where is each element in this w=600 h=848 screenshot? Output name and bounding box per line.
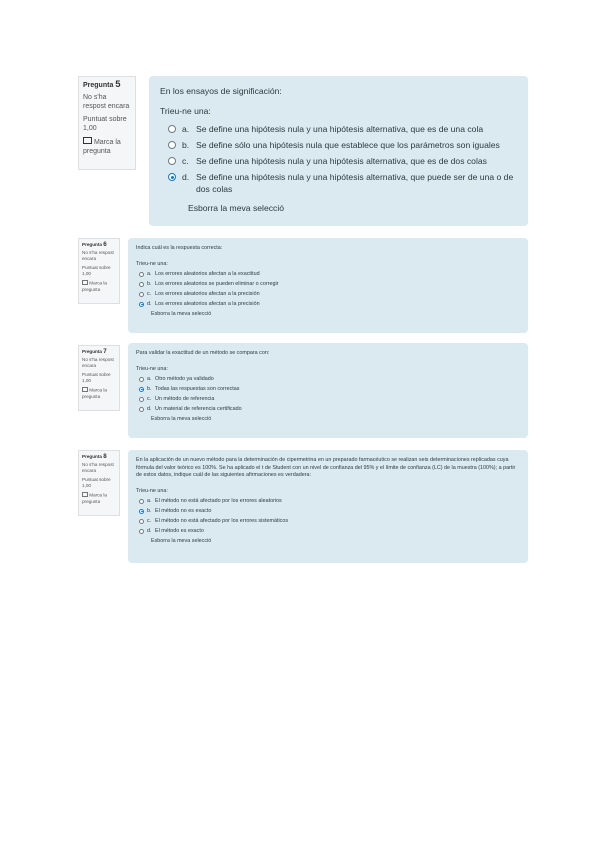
question-number: Pregunta 5	[83, 79, 121, 90]
answer-option-a[interactable]: a. El método no está afectado por los errores aleatorios	[136, 498, 520, 505]
answer-option-b[interactable]: b. Se define sólo una hipótesis nula que establece que los parámetros son iguales	[160, 139, 517, 151]
question-points: Puntuat sobre 1,00	[83, 115, 127, 132]
choose-one-prompt: Trieu-ne una:	[136, 260, 168, 267]
flag-question-link[interactable]: Marca la pregunta	[83, 137, 131, 157]
answer-option-c[interactable]: c. Se define una hipótesis nula y una hipótesis alternativa, que es de dos colas	[160, 155, 517, 167]
answer-option-c[interactable]: c. Los errores aleatorios afectan a la precisión	[136, 291, 520, 298]
flag-icon	[82, 280, 88, 287]
question-text: En la aplicación de un nuevo método para la determinación de cipermetrina en un preparado farmacéutico se realizan seis determinaciones replicadas cuya fórmula del valor teórico es 100%. Se ha aplicado el t de Student con un nivel de confianza del 95% y el límite de confianza (LC) de la muestra (100%); a partir de estos datos, indique cuál de las siguientes afirmaciones es verdadera:	[136, 457, 516, 478]
radio-button[interactable]	[168, 141, 176, 149]
clear-selection-link[interactable]: Esborra la meva selecció	[188, 203, 285, 213]
answer-option-a[interactable]: a. Los errores aleatorios afectan a la exactitud	[136, 271, 520, 278]
answer-option-c[interactable]: c. Un método de referencia	[136, 396, 520, 403]
radio-button[interactable]	[139, 407, 144, 412]
answer-option-d[interactable]: d. Los errores aleatorios afectan a la precisión	[136, 301, 520, 308]
question-status: No s'ha respost encara	[82, 250, 114, 261]
radio-button-selected[interactable]	[168, 173, 176, 181]
answer-option-d[interactable]: d. Un material de referencia certificado	[136, 406, 520, 413]
flag-icon	[83, 137, 92, 148]
radio-button[interactable]	[168, 157, 176, 165]
question-content-6	[128, 238, 528, 333]
flag-icon	[82, 492, 88, 499]
question-points: Puntuat sobre 1,00	[82, 372, 111, 383]
radio-button-selected[interactable]	[139, 509, 144, 514]
flag-question-link[interactable]: Marca la pregunta	[82, 492, 107, 504]
question-number: Pregunta 7	[82, 348, 107, 355]
choose-one-prompt: Trieu-ne una:	[136, 487, 168, 494]
question-number: Pregunta 8	[82, 453, 107, 460]
question-text: En los ensayos de significación:	[160, 86, 282, 96]
radio-button[interactable]	[168, 125, 176, 133]
answer-option-b[interactable]: b. El método no es exacto	[136, 508, 520, 515]
clear-selection-link[interactable]: Esborra la meva selecció	[151, 415, 212, 422]
radio-button-selected[interactable]	[139, 387, 144, 392]
answer-option-a[interactable]: a. Otro método ya validado	[136, 376, 520, 383]
question-info-6	[78, 238, 120, 304]
answer-option-d[interactable]: d. Se define una hipótesis nula y una hipótesis alternativa, que puede ser de una o de dos colas	[160, 171, 517, 195]
question-content-5	[149, 76, 528, 226]
radio-button[interactable]	[139, 397, 144, 402]
question-info-5	[78, 76, 136, 170]
question-points: Puntuat sobre 1,00	[82, 477, 111, 488]
flag-question-link[interactable]: Marca la pregunta	[82, 280, 107, 292]
question-info-7	[78, 345, 120, 411]
clear-selection-link[interactable]: Esborra la meva selecció	[151, 537, 212, 544]
flag-icon	[82, 387, 88, 394]
answer-option-c[interactable]: c. El método no está afectado por los errores sistemáticos	[136, 518, 520, 525]
question-content-7	[128, 343, 528, 438]
choose-one-prompt: Trieu-ne una:	[160, 106, 211, 116]
question-points: Puntuat sobre 1,00	[82, 265, 111, 276]
radio-button[interactable]	[139, 377, 144, 382]
radio-button[interactable]	[139, 282, 144, 287]
question-content-8	[128, 450, 528, 563]
answer-option-a[interactable]: a. Se define una hipótesis nula y una hipótesis alternativa, que es de una cola	[160, 123, 517, 135]
radio-button[interactable]	[139, 272, 144, 277]
question-text: Para validar la exactitud de un método se compara con:	[136, 350, 270, 356]
question-text: Indica cuál es la respuesta correcta:	[136, 245, 223, 251]
flag-question-link[interactable]: Marca la pregunta	[82, 387, 107, 399]
clear-selection-link[interactable]: Esborra la meva selecció	[151, 310, 212, 317]
question-status: No s'ha respost encara	[82, 357, 114, 368]
question-number: Pregunta 6	[82, 241, 107, 248]
radio-button[interactable]	[139, 519, 144, 524]
question-status: No s'ha respost encara	[82, 462, 114, 473]
answer-option-b[interactable]: b. Los errores aleatorios se pueden eliminar o corregir	[136, 281, 520, 288]
question-info-8	[78, 450, 120, 516]
answer-option-b[interactable]: b. Todas las respuestas son correctas	[136, 386, 520, 393]
radio-button[interactable]	[139, 292, 144, 297]
question-status: No s'ha respost encara	[83, 93, 130, 110]
answer-option-d[interactable]: d. El método es exacto	[136, 528, 520, 535]
radio-button[interactable]	[139, 529, 144, 534]
choose-one-prompt: Trieu-ne una:	[136, 365, 168, 372]
radio-button[interactable]	[139, 499, 144, 504]
radio-button-selected[interactable]	[139, 302, 144, 307]
